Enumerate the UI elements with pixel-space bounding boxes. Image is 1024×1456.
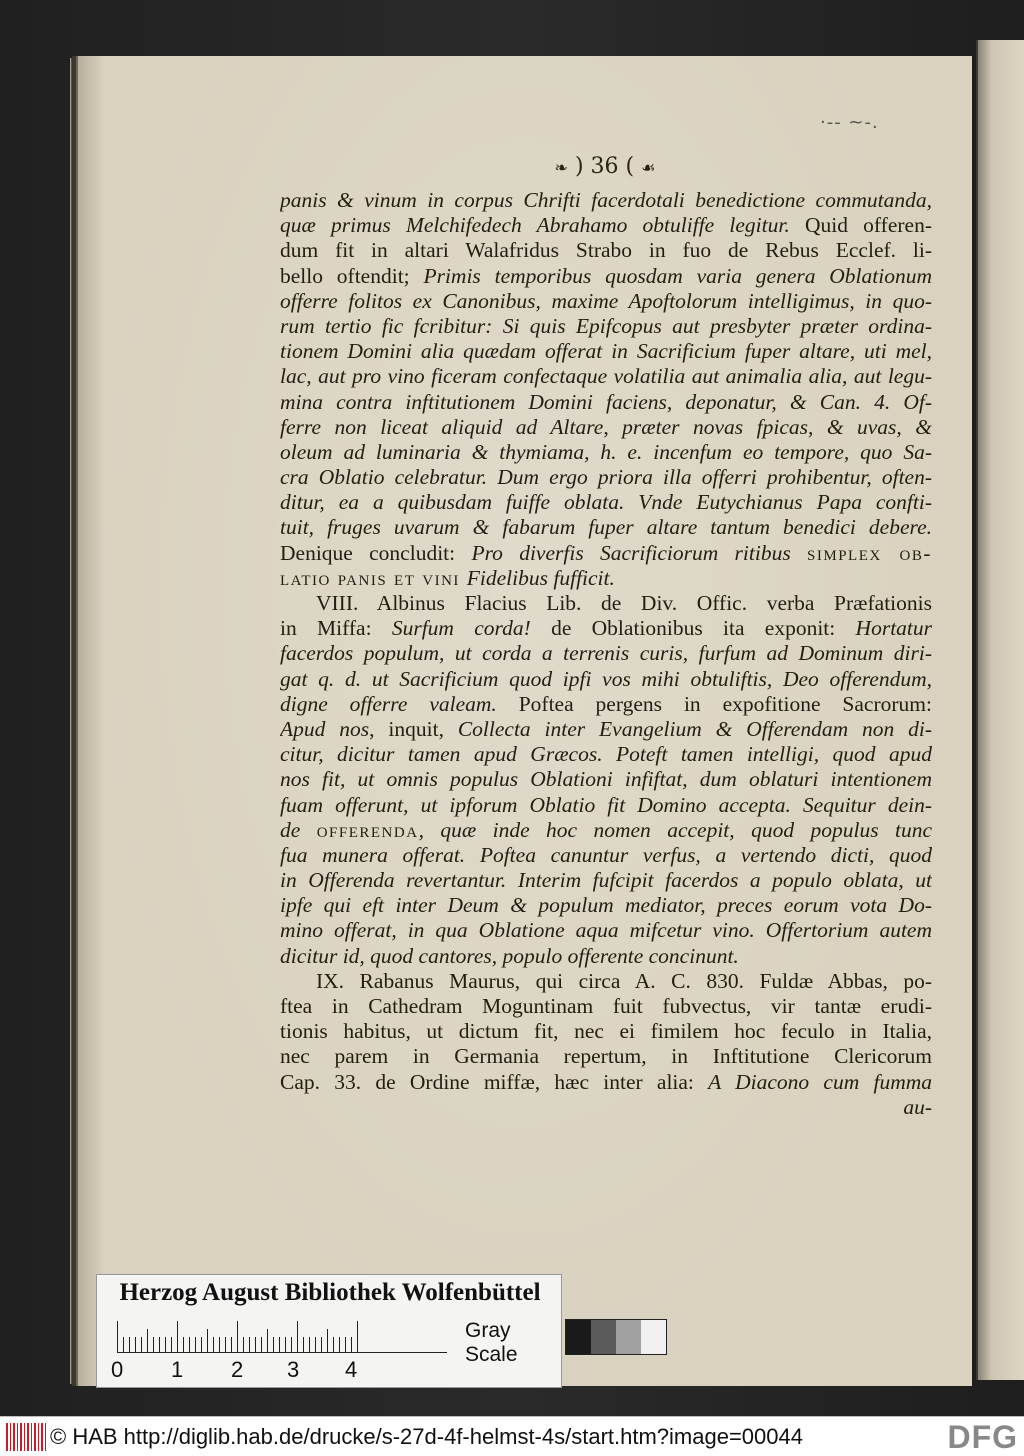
ruler-tick bbox=[117, 1321, 118, 1353]
ruler-tick bbox=[123, 1337, 124, 1353]
ruler-tick bbox=[315, 1337, 316, 1353]
text-segment: citur, dicitur tamen apud Græcos. Poteft tamen intelligi, quod apud bbox=[280, 742, 932, 767]
ruler-tick bbox=[267, 1329, 268, 1353]
text-segment: de Oblationibus ita exponit: bbox=[530, 616, 856, 641]
text-line bbox=[280, 1070, 932, 1095]
ruler-tick bbox=[159, 1337, 160, 1353]
text-line bbox=[280, 188, 932, 213]
hab-logo-icon bbox=[6, 1423, 46, 1451]
text-segment: Hortatur bbox=[855, 616, 932, 641]
page-body-text bbox=[280, 188, 932, 1120]
ruler-tick bbox=[243, 1337, 244, 1353]
ruler-tick bbox=[351, 1337, 352, 1353]
library-name: Herzog August Bibliothek Wolfenbüttel bbox=[119, 1279, 541, 1306]
ruler-tick bbox=[207, 1329, 208, 1353]
ruler-tick bbox=[153, 1337, 154, 1353]
text-segment: fuam offerunt, ut ipforum Oblatio fit Domino accepta. Sequitur dein- bbox=[280, 792, 932, 817]
ruler-tick bbox=[225, 1337, 226, 1353]
text-segment: IX. Rabanus Maurus, qui circa A. C. 830. Fuldæ Abbas, po- bbox=[316, 968, 932, 993]
ruler-tick bbox=[177, 1321, 178, 1353]
text-segment: A Diacono cum fumma bbox=[708, 1069, 932, 1094]
ruler-label-2: 2 bbox=[231, 1357, 244, 1382]
text-line bbox=[280, 1019, 932, 1044]
text-segment: ditur, ea a quibusdam fuiffe oblata. Vnde Eutychianus Papa confti- bbox=[280, 490, 932, 515]
text-line bbox=[280, 641, 932, 666]
text-line bbox=[280, 1044, 932, 1069]
ruler-tick bbox=[357, 1321, 358, 1353]
text-line bbox=[280, 465, 932, 490]
gray-swatch bbox=[566, 1320, 591, 1354]
gray-swatch bbox=[616, 1320, 641, 1354]
text-segment: , inquit, bbox=[369, 716, 458, 741]
text-line bbox=[280, 364, 932, 389]
text-segment: simplex ob- bbox=[807, 540, 932, 565]
text-segment: nec parem in Germania repertum, in Inftitutione Clericorum bbox=[280, 1044, 932, 1069]
page-number: ) 36 ( bbox=[574, 154, 635, 179]
ruler-tick bbox=[201, 1337, 202, 1353]
text-segment: nos fit, ut omnis populus Oblationi infiftat, dum oblaturi intentionem bbox=[280, 767, 932, 792]
text-line bbox=[280, 717, 932, 742]
text-segment: ftea in Cathedram Moguntinam fuit fubvectus, vir tantæ erudi- bbox=[280, 994, 932, 1018]
text-segment: mina contra inftitutionem Domini faciens, deponatur, & Can. 4. Of- bbox=[280, 389, 932, 414]
ruler-tick bbox=[135, 1337, 136, 1353]
text-line bbox=[280, 918, 932, 943]
gray-swatch bbox=[591, 1320, 616, 1354]
ruler-tick bbox=[279, 1337, 280, 1353]
ruler-tick bbox=[183, 1337, 184, 1353]
text-segment: dicitur id, quod cantores, populo offerente concinunt. bbox=[280, 943, 739, 968]
text-line bbox=[280, 515, 932, 540]
text-line bbox=[280, 390, 932, 415]
ruler-tick bbox=[195, 1337, 196, 1353]
text-line bbox=[280, 969, 932, 994]
text-line bbox=[280, 893, 932, 918]
ruler-tick bbox=[345, 1337, 346, 1353]
text-segment: lac, aut pro vino ficeram confectaque volatilia aut animalia alia, aut legu- bbox=[280, 364, 932, 389]
text-segment: Cap. 33. de Ordine miffæ, hæc inter alia: bbox=[280, 1069, 709, 1094]
ruler-tick bbox=[303, 1337, 304, 1353]
color-scale-target bbox=[96, 1274, 562, 1388]
text-line bbox=[280, 566, 932, 591]
text-line bbox=[280, 591, 932, 616]
gray-swatch bbox=[641, 1320, 666, 1354]
text-segment: Apud nos bbox=[280, 716, 370, 741]
ruler-tick bbox=[147, 1329, 148, 1353]
text-segment: mino offerat, in qua Oblatione aqua mifcetur vino. Offertorium autem bbox=[280, 918, 932, 943]
text-segment: ferre non liceat aliquid ad Altare, præter novas fpicas, & uvas, & bbox=[280, 414, 932, 439]
ruler-tick bbox=[327, 1329, 328, 1353]
text-line bbox=[280, 868, 932, 893]
text-segment: Pro diverfis Sacrificiorum ritibus bbox=[471, 540, 808, 565]
ruler-tick bbox=[165, 1337, 166, 1353]
text-line bbox=[280, 440, 932, 465]
text-line bbox=[280, 213, 932, 238]
text-segment: in Offerenda revertantur. Interim fufcipit facerdos a populo oblata, ut bbox=[280, 868, 932, 893]
text-line bbox=[280, 1095, 932, 1120]
text-line bbox=[280, 818, 932, 843]
ruler-tick bbox=[237, 1321, 238, 1353]
text-line bbox=[280, 994, 932, 1019]
text-line bbox=[280, 264, 932, 289]
gray-scale-label: Gray Scale bbox=[465, 1319, 518, 1366]
ruler-tick bbox=[297, 1321, 298, 1353]
text-line bbox=[280, 238, 932, 263]
ruler-tick bbox=[339, 1337, 340, 1353]
text-segment: offerre folitos ex Canonibus, maxime Apoftolorum intelligimus, in quo- bbox=[280, 288, 932, 313]
text-line bbox=[280, 314, 932, 339]
ruler-tick bbox=[231, 1337, 232, 1353]
text-line bbox=[280, 843, 932, 868]
text-segment: panis & vinum in corpus Chrifti facerdotali benedictione commutanda, bbox=[280, 188, 932, 212]
ornament-right-icon: ☙ bbox=[641, 158, 656, 177]
text-segment: digne offerre valeam. bbox=[280, 691, 497, 716]
ruler-label-1: 1 bbox=[171, 1357, 184, 1382]
ruler-tick bbox=[261, 1337, 262, 1353]
ruler-tick bbox=[309, 1337, 310, 1353]
dfg-logo: DFG bbox=[947, 1419, 1018, 1455]
cm-ruler bbox=[117, 1319, 447, 1353]
text-segment: bello oftendit; bbox=[280, 263, 424, 288]
text-segment: quæ primus Melchifedech Abrahamo obtuliffe legitur. bbox=[280, 213, 790, 238]
text-segment: in Miffa: bbox=[280, 616, 392, 641]
text-line bbox=[280, 944, 932, 969]
ruler-tick bbox=[141, 1337, 142, 1353]
ruler-tick bbox=[213, 1337, 214, 1353]
text-segment: latio panis et vini bbox=[280, 565, 467, 590]
text-line bbox=[280, 541, 932, 566]
text-segment: oleum ad luminaria & thymiama, h. e. incenfum eo tempore, quo Sa- bbox=[280, 439, 932, 464]
text-segment: , quæ inde hoc nomen accepit, quod populus tunc bbox=[418, 817, 932, 842]
ruler-tick bbox=[171, 1337, 172, 1353]
ruler-label-4: 4 bbox=[345, 1357, 358, 1382]
text-segment: de bbox=[280, 817, 317, 842]
text-segment: tuit, fruges uvarum & fabarum fuper altare tantum benedici debere. bbox=[280, 515, 932, 540]
text-line bbox=[280, 415, 932, 440]
ruler-tick bbox=[285, 1337, 286, 1353]
ruler-tick bbox=[129, 1337, 130, 1353]
text-segment: Quid offeren- bbox=[789, 213, 932, 238]
text-segment: rum tertio fic fcribitur: Si quis Epifcopus aut presbyter præter ordina- bbox=[280, 313, 932, 338]
ruler-tick bbox=[255, 1337, 256, 1353]
stray-pencil-mark: ·-- ~-. bbox=[820, 112, 879, 133]
ruler-tick bbox=[333, 1337, 334, 1353]
text-line bbox=[280, 339, 932, 364]
ruler-label-3: 3 bbox=[287, 1357, 300, 1382]
text-segment: facerdos populum, ut corda a terrenis curis, furfum ad Dominum diri- bbox=[280, 641, 932, 666]
text-segment: VIII. Albinus Flacius Lib. de Div. Offic. verba Præfationis bbox=[316, 591, 932, 615]
ruler-tick bbox=[273, 1337, 274, 1353]
text-line bbox=[280, 490, 932, 515]
footer-credit-url[interactable]: © HAB http://diglib.hab.de/drucke/s-27d-4f-helmst-4s/start.htm?image=00044 bbox=[50, 1424, 803, 1449]
text-segment: Collecta inter Evangelium & Offerendam non di- bbox=[457, 716, 932, 741]
text-line bbox=[280, 742, 932, 767]
text-line bbox=[280, 616, 932, 641]
ruler-label-0: 0 bbox=[111, 1357, 124, 1382]
text-segment: fua munera offerat. Poftea canuntur verfus, a vertendo dicti, quod bbox=[280, 842, 932, 867]
text-line bbox=[280, 793, 932, 818]
text-segment: Poftea pergens in expofitione Sacrorum: bbox=[496, 691, 932, 716]
text-line bbox=[280, 692, 932, 717]
ruler-tick bbox=[321, 1337, 322, 1353]
text-segment: au- bbox=[903, 1094, 932, 1119]
text-segment: Primis temporibus quosdam varia genera Oblationum bbox=[423, 263, 932, 288]
text-segment: Fidelibus fufficit. bbox=[466, 565, 615, 590]
gray-swatches bbox=[565, 1319, 667, 1355]
text-segment: tionis habitus, ut dictum fit, nec ei fimilem hoc feculo in Italia, bbox=[280, 1019, 932, 1044]
text-segment: Surfum corda! bbox=[391, 616, 531, 641]
ruler-baseline bbox=[117, 1352, 447, 1353]
text-segment: cra Oblatio celebratur. Dum ergo priora illa offerri prohibentur, often- bbox=[280, 465, 932, 490]
ruler-tick bbox=[219, 1337, 220, 1353]
text-line bbox=[280, 289, 932, 314]
ruler-tick bbox=[189, 1337, 190, 1353]
text-segment: tionem Domini alia quædam offerat in Sacrificium fuper altare, uti mel, bbox=[280, 339, 932, 364]
ruler-tick bbox=[291, 1337, 292, 1353]
adjacent-page-strip bbox=[976, 40, 1024, 1380]
ruler-tick bbox=[249, 1337, 250, 1353]
footer-bar bbox=[0, 1416, 1024, 1456]
ornament-left-icon: ❧ bbox=[554, 158, 568, 177]
text-line bbox=[280, 667, 932, 692]
page-header bbox=[280, 154, 930, 179]
text-segment: Denique concludit: bbox=[280, 540, 472, 565]
text-segment: offerenda bbox=[316, 817, 419, 842]
text-line bbox=[280, 767, 932, 792]
text-segment: ipfe qui eft inter Deum & populum mediator, preces eorum vota Do- bbox=[280, 893, 932, 918]
text-segment: dum fit in altari Walafridus Strabo in fuo de Rebus Ecclef. li- bbox=[280, 238, 932, 263]
text-segment: gat q. d. ut Sacrificium quod ipfi vos mihi obtuliftis, Deo offerendum, bbox=[280, 666, 932, 691]
